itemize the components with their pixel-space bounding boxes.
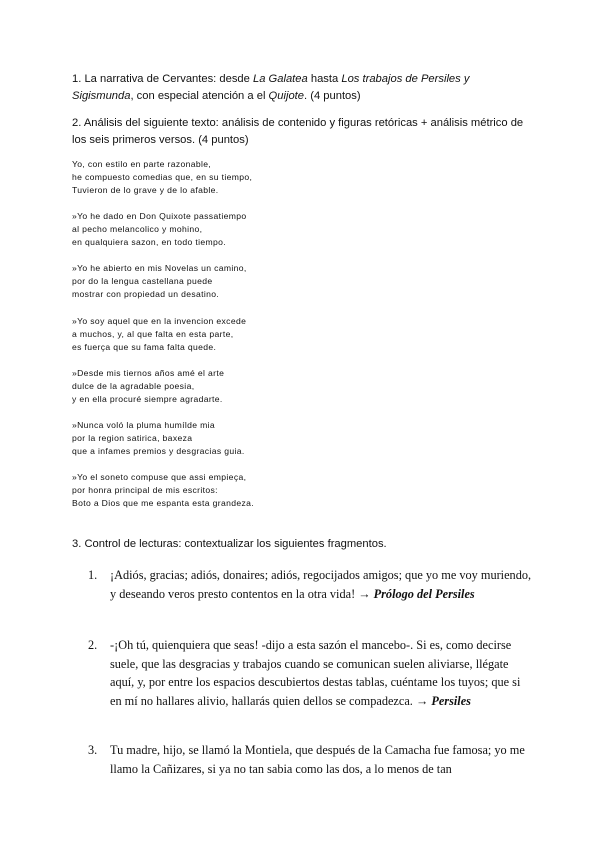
poem-line: y en ella procuré siempre agradarte.	[72, 393, 223, 404]
poem-line: mostrar con propiedad un desatino.	[72, 289, 220, 300]
question-1	[72, 71, 532, 104]
fragment-3	[72, 741, 532, 778]
poem-stanza	[72, 419, 372, 458]
poem-line: por honra principal de mis escritos:	[72, 485, 218, 496]
poem	[72, 158, 372, 523]
question-1-text-a: La narrativa de Cervantes: desde	[84, 73, 250, 85]
poem-line: »Desde mis tiernos años amé el arte	[72, 367, 225, 378]
fragment-1-text: ¡Adiós, gracias; adiós, donaires; adiós, regocijados amigos; que yo me voy muriendo, y deseando veros presto contentos en la otra vida! →	[110, 568, 532, 601]
poem-line: he compuesto comedias que, en su tiempo,	[72, 172, 253, 182]
title-quijote: Quijote	[268, 89, 304, 102]
poem-line: Tuvieron de lo grave y de lo afable.	[72, 185, 219, 195]
poem-line: por do la lengua castellana puede	[72, 276, 213, 287]
question-1-text-c: , con especial atención a el	[130, 89, 266, 102]
poem-line: Boto a Dios que me espanta esta grandeza.	[72, 498, 255, 509]
poem-stanza	[72, 262, 372, 301]
poem-line: dulce de la agradable poesia,	[72, 380, 195, 391]
poem-line: al pecho melancolico y mohino,	[72, 224, 203, 235]
poem-line: »Yo he dado en Don Quixote passatiempo	[72, 211, 247, 222]
poem-line: a muchos, y, al que falta en esta parte,	[72, 328, 234, 339]
poem-line: en qualquiera sazon, en todo tiempo.	[72, 237, 227, 248]
poem-stanza	[72, 367, 372, 406]
fragment-3-number: 3.	[88, 743, 98, 757]
poem-line: »Yo el soneto compuse que assi empieça,	[72, 472, 247, 483]
title-persiles: Los trabajos de Persiles y Sigismunda	[72, 73, 470, 102]
fragment-2-text: -¡Oh tú, quienquiera que seas! -dijo a esta sazón el mancebo-. Si es, como decirse suele, que las desgracias y trabajos cuando se comunican suelen aliviarse, llégate aquí, y, por entre los espacios descubiertos destas tablas, cuéntame los tuyos; que si en mí no hallares alivio, hallarás quien dellos se compadezca. →	[110, 638, 521, 708]
question-1-text-b: hasta	[310, 73, 339, 85]
fragment-2-reference: Persiles	[431, 693, 471, 708]
poem-line: »Nunca voló la pluma humílde mia	[72, 419, 216, 430]
fragment-2-number: 2.	[88, 638, 98, 652]
fragment-3-text: Tu madre, hijo, se llamó la Montiela, que después de la Camacha fue famosa; yo me llamo la Cañizares, si ya no tan sabia como las dos, a lo menos de tan	[110, 743, 525, 776]
fragment-1-reference: Prólogo del Persiles	[373, 586, 475, 601]
poem-stanza	[72, 471, 372, 510]
fragment-2	[72, 636, 532, 710]
poem-line: »Yo he abierto en mis Novelas un camino,	[72, 263, 247, 274]
question-3: 3. Control de lecturas: contextualizar los siguientes fragmentos.	[72, 538, 387, 550]
poem-line: que a infames premios y desgracias guia.	[72, 445, 245, 456]
poem-line: »Yo soy aquel que en la invencion excede	[72, 315, 247, 326]
poem-line: por la region satirica, baxeza	[72, 432, 193, 443]
question-2: 2. Análisis del siguiente texto: análisis de contenido y figuras retóricas + análisis métrico de los seis primeros versos. (4 puntos)	[72, 117, 524, 146]
question-1-number: 1.	[72, 73, 82, 85]
poem-stanza	[72, 315, 372, 354]
poem-stanza	[72, 158, 372, 197]
poem-line: Yo, con estilo en parte razonable,	[72, 159, 212, 169]
fragment-1-number: 1.	[88, 568, 98, 582]
fragment-1	[72, 566, 532, 603]
title-la-galatea: La Galatea	[253, 73, 308, 85]
poem-line: es fuerça que su fama falta quede.	[72, 341, 217, 352]
poem-stanza	[72, 210, 372, 249]
question-1-text-d: . (4 puntos)	[304, 89, 361, 102]
